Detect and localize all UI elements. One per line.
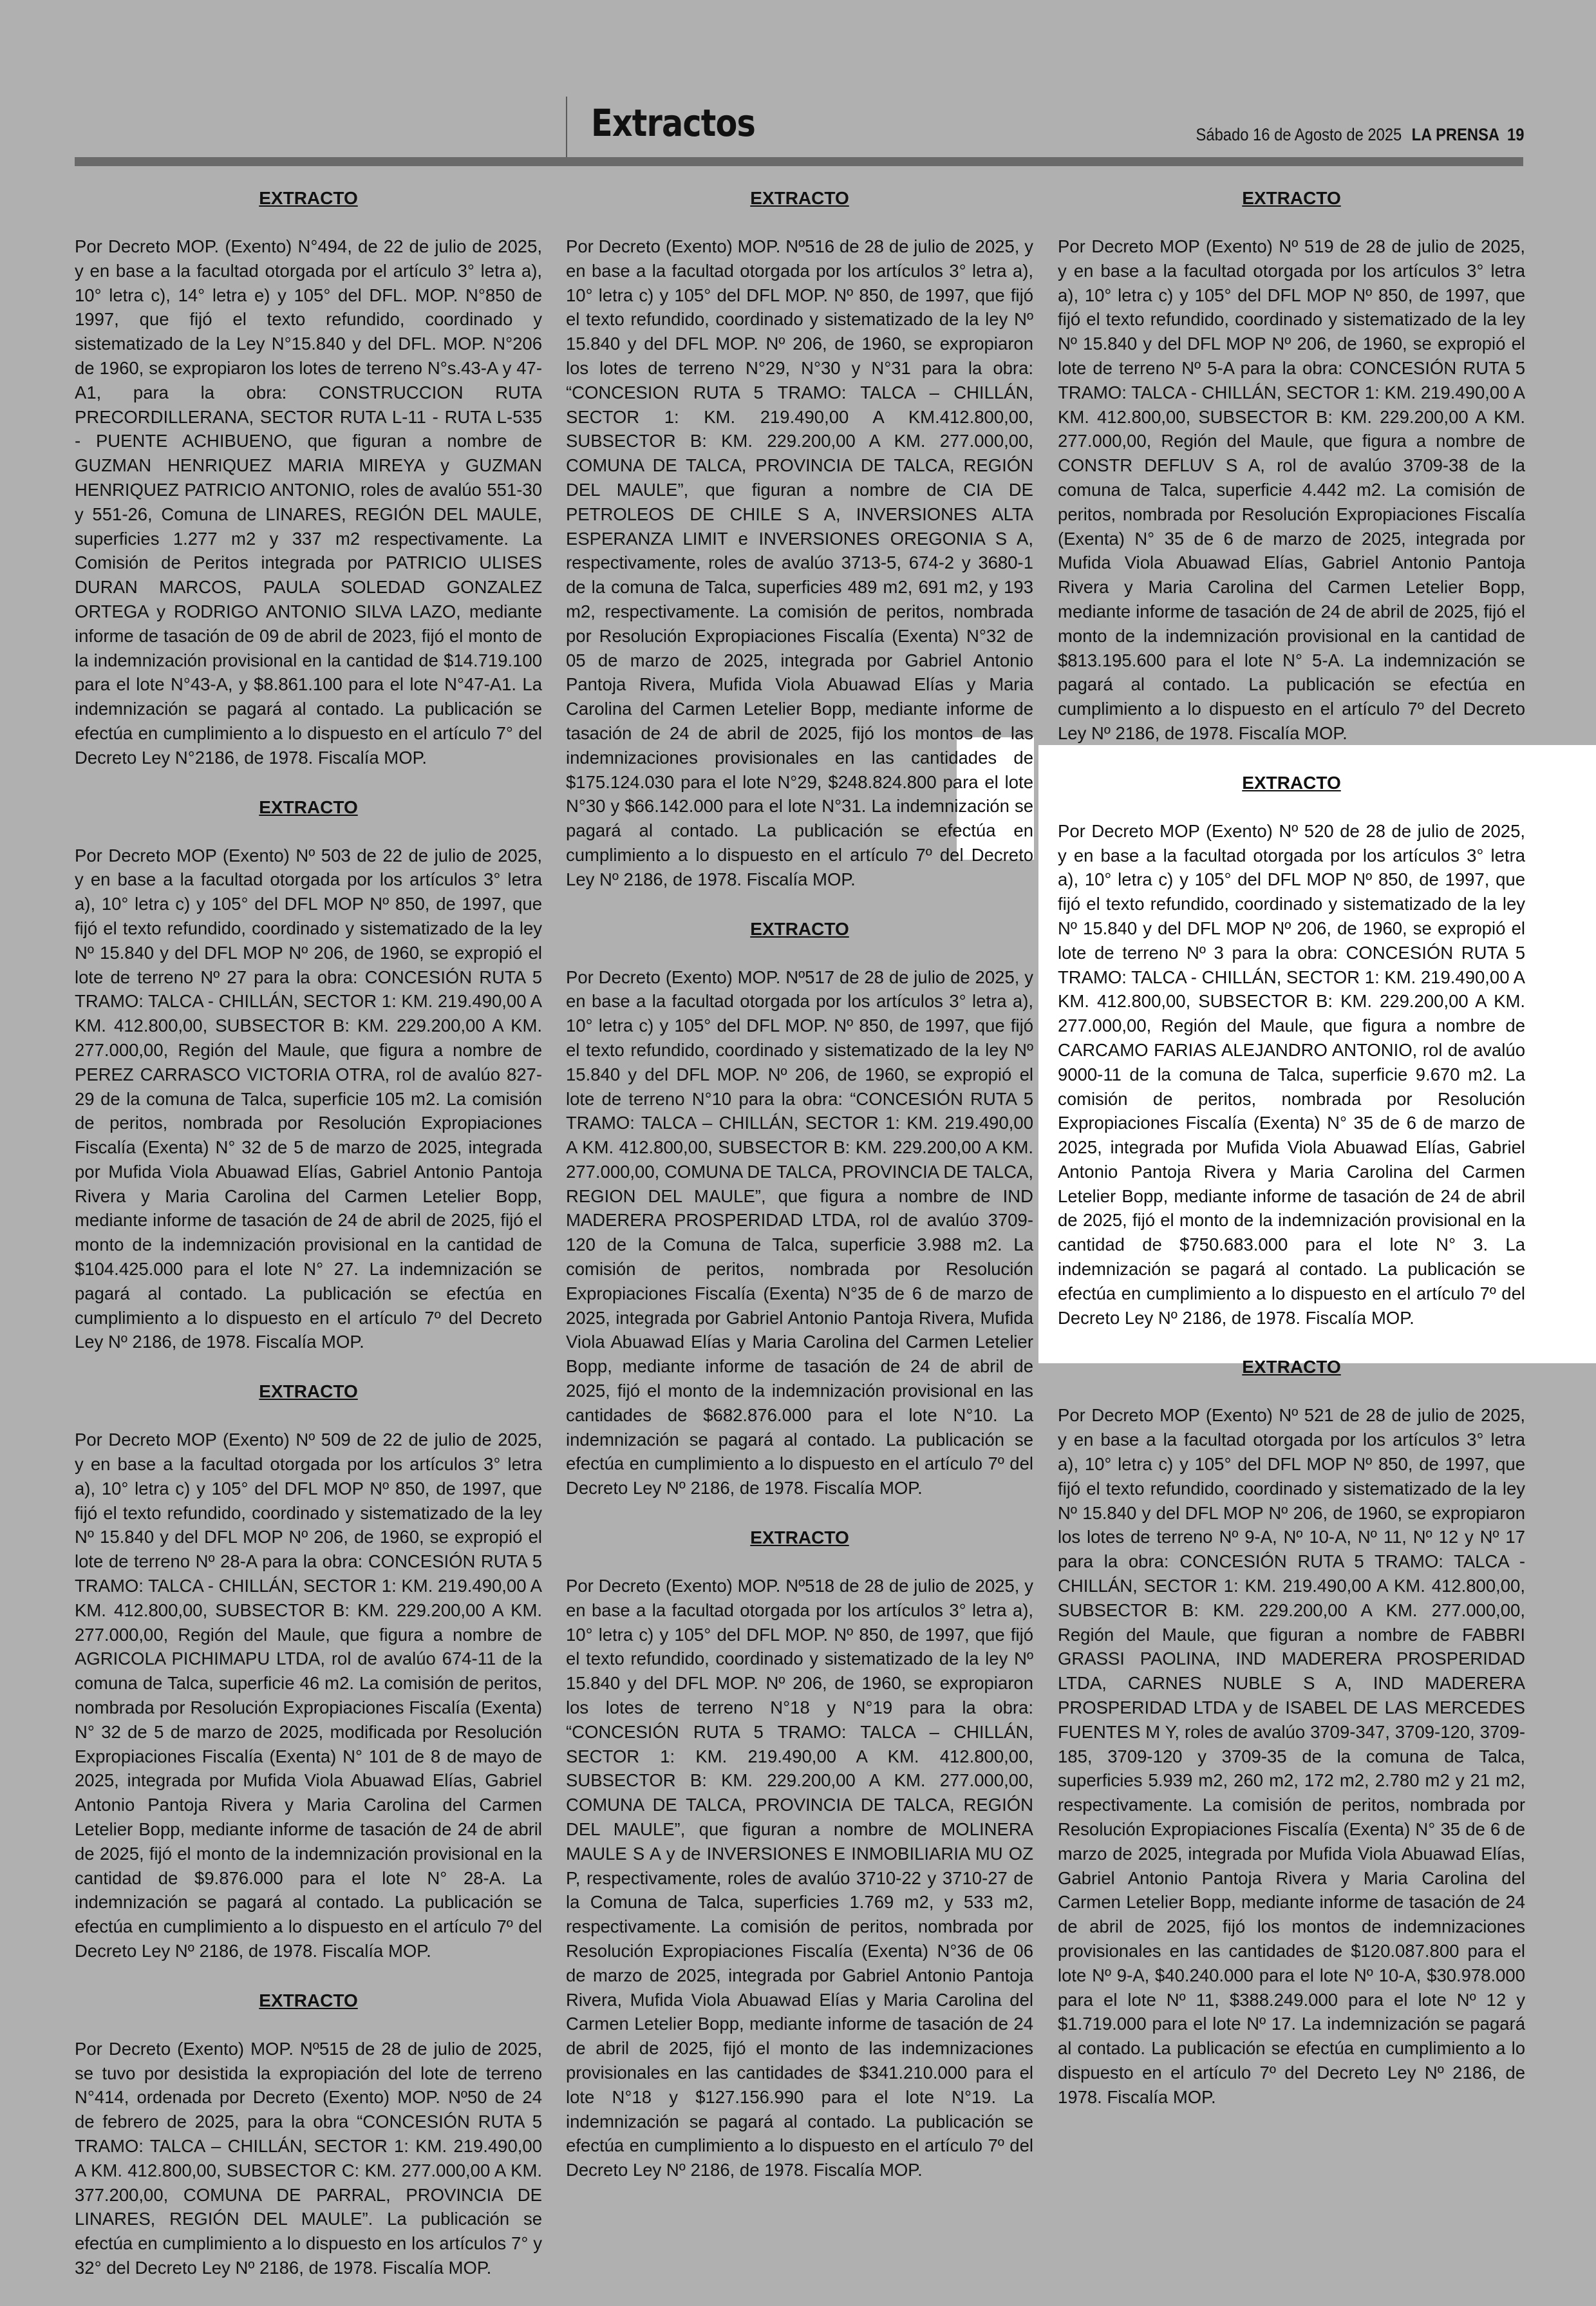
notice-519 [1058, 187, 1525, 746]
notice-517 [566, 918, 1033, 1501]
notice-body: Por Decreto (Exento) MOP. Nº518 de 28 de julio de 2025, y en base a la facultad otorgada por los artículos 3° letra a), 10° letra c) y 105° del DFL MOP. Nº 850, de 1997, que fijó el texto refundido, coordinado y sistematizado de la ley Nº 15.840 y del DFL MOP. Nº 206, de 1960, se expropiaron los lotes de terreno N°18 y N°19 para la obra: “CONCESIÓN RUTA 5 TRAMO: TALCA – CHILLÁN, SECTOR 1: KM. 219.490,00 A KM. 412.800,00, SUBSECTOR B: KM. 229.200,00 A KM. 277.000,00, COMUNA DE TALCA, PROVINCIA DE TALCA, REGIÓN DEL MAULE”, que figuran a nombre de MOLINERA MAULE S A y de INVERSIONES E INMOBILIARIA MU OZ P, respectivamente, roles de avalúo 3710-22 y 3710-27 de la Comuna de Talca, superficies 1.769 m2, y 533 m2, respectivamente. La comisión de peritos, nombrada por Resolución Expropiaciones Fiscalía (Exenta) N°36 de 06 de marzo de 2025, integrada por Gabriel Antonio Pantoja Rivera, Mufida Viola Abuawad Elías y Maria Carolina del Carmen Letelier Bopp, mediante informe de tasación de 24 de abril de 2025, fijó el monto de las indemnizaciones provisionales en las cantidades de $341.210.000 para el lote N°18 y $127.156.990 para el lote N°19. La indemnización se pagará al contado. La publicación se efectúa en cumplimiento a lo dispuesto en el artículo 7º del Decreto Ley Nº 2186, de 1978. Fiscalía MOP. [566, 1576, 1033, 2180]
notice-body: Por Decreto MOP (Exento) Nº 521 de 28 de julio de 2025, y en base a la facultad otorgada por los artículos 3° letra a), 10° letra c) y 105° del DFL MOP Nº 850, de 1997, que fijó el texto refundido, coordinado y sistematizado de la ley Nº 15.840 y del DFL MOP Nº 206, de 1960, se expropiaron los lotes de terreno Nº 9-A, Nº 10-A, Nº 11, Nº 12 y Nº 17 para la obra: CONCESIÓN RUTA 5 TRAMO: TALCA - CHILLÁN, SECTOR 1: KM. 219.490,00 A KM. 412.800,00, SUBSECTOR B: KM. 229.200,00 A KM. 277.000,00, Región del Maule, que figuran a nombre de FABBRI GRASSI PAOLINA, IND MADERERA PROSPERIDAD LTDA, CARNES NUBLE S A, IND MADERERA PROSPERIDAD LTDA y de ISABEL DE LAS MERCEDES FUENTES M Y, roles de avalúo 3709-347, 3709-120, 3709-185, 3709-120 y 3709-35 de la comuna de Talca, superficies 5.939 m2, 260 m2, 172 m2, 2.780 m2 y 21 m2, respectivamente. La comisión de peritos, nombrada por Resolución Expropiaciones Fiscalía (Exenta) N° 35 de 6 de marzo de 2025, integrada por Mufida Viola Abuawad Elías, Gabriel Antonio Pantoja Rivera y Maria Carolina del Carmen Letelier Bopp, mediante informe de tasación de 24 de abril de 2025, fijó los montos de indemnizaciones provisionales en las cantidades de $120.087.800 para el lote Nº 9-A, $40.240.000 para el lote Nº 10-A, $30.978.000 para el lote Nº 11, $388.249.000 para el lote Nº 12 y $1.719.000 para el lote Nº 17. La indemnización se pagará al contado. La publicación se efectúa en cumplimiento a lo dispuesto en el artículo 7º del Decreto Ley Nº 2186, de 1978. Fiscalía MOP. [1058, 1405, 1525, 2107]
notice-body: Por Decreto MOP (Exento) Nº 509 de 22 de julio de 2025, y en base a la facultad otorgada por los artículos 3° letra a), 10° letra c) y 105° del DFL MOP Nº 850, de 1997, que fijó el texto refundido, coordinado y sistematizado de la ley Nº 15.840 y del DFL MOP Nº 206, de 1960, se expropió el lote de terreno Nº 28-A para la obra: CONCESIÓN RUTA 5 TRAMO: TALCA - CHILLÁN, SECTOR 1: KM. 219.490,00 A KM. 412.800,00, SUBSECTOR B: KM. 229.200,00 A KM. 277.000,00, Región del Maule, que figura a nombre de AGRICOLA PICHIMAPU LTDA, rol de avalúo 674-11 de la comuna de Talca, superficie 46 m2. La comisión de peritos, nombrada por Resolución Expropiaciones Fiscalía (Exenta) N° 32 de 5 de marzo de 2025, modificada por Resolución Expropiaciones Fiscalía (Exenta) N° 101 de 8 de mayo de 2025, integrada por Mufida Viola Abuawad Elías, Gabriel Antonio Pantoja Rivera y Maria Carolina del Carmen Letelier Bopp, mediante informe de tasación de 24 de abril de 2025, fijó el monto de la indemnización provisional en la cantidad de $9.876.000 para el lote N° 28-A. La indemnización se pagará al contado. La publicación se efectúa en cumplimiento a lo dispuesto en el artículo 7º del Decreto Ley Nº 2186, de 1978. Fiscalía MOP. [75, 1430, 542, 1961]
notice-heading: EXTRACTO [259, 188, 358, 208]
issue-info [1196, 126, 1524, 144]
column-3 [1058, 182, 1525, 2135]
notice-heading: EXTRACTO [1242, 188, 1341, 208]
notice-509 [75, 1380, 542, 1963]
notice-503 [75, 796, 542, 1355]
issue-date: Sábado 16 de Agosto de 2025 [1196, 125, 1402, 144]
notice-heading: EXTRACTO [259, 797, 358, 817]
page-number: 19 [1507, 125, 1524, 144]
newspaper-name: LA PRENSA [1411, 125, 1499, 144]
header-rule [75, 157, 1523, 166]
notice-body: Por Decreto MOP (Exento) Nº 519 de 28 de julio de 2025, y en base a la facultad otorgada por los artículos 3° letra a), 10° letra c) y 105° del DFL MOP Nº 850, de 1997, que fijó el texto refundido, coordinado y sistematizado de la ley Nº 15.840 y del DFL MOP Nº 206, de 1960, se expropió el lote de terreno Nº 5-A para la obra: CONCESIÓN RUTA 5 TRAMO: TALCA - CHILLÁN, SECTOR 1: KM. 219.490,00 A KM. 412.800,00, SUBSECTOR B: KM. 229.200,00 A KM. 277.000,00, Región del Maule, que figura a nombre de CONSTR DEFLUV S A, rol de avalúo 3709-38 de la comuna de Talca, superficie 4.442 m2. La comisión de peritos, nombrada por Resolución Expropiaciones Fiscalía (Exenta) N° 35 de 6 de marzo de 2025, integrada por Mufida Viola Abuawad Elías, Gabriel Antonio Pantoja Rivera y Maria Carolina del Carmen Letelier Bopp, mediante informe de tasación de 24 de abril de 2025, fijó el monto de la indemnización provisional en la cantidad de $813.195.600 para el lote N° 5-A. La indemnización se pagará al contado. La publicación se efectúa en cumplimiento a lo dispuesto en el artículo 7º del Decreto Ley Nº 2186, de 1978. Fiscalía MOP. [1058, 236, 1525, 743]
notice-body: Por Decreto MOP (Exento) Nº 520 de 28 de julio de 2025, y en base a la facultad otorgada por los artículos 3° letra a), 10° letra c) y 105° del DFL MOP Nº 850, de 1997, que fijó el texto refundido, coordinado y sistematizado de la ley Nº 15.840 y del DFL MOP Nº 206, de 1960, se expropió el lote de terreno Nº 3 para la obra: CONCESIÓN RUTA 5 TRAMO: TALCA - CHILLÁN, SECTOR 1: KM. 219.490,00 A KM. 412.800,00, SUBSECTOR B: KM. 229.200,00 A KM. 277.000,00, Región del Maule, que figura a nombre de CARCAMO FARIAS ALEJANDRO ANTONIO, rol de avalúo 9000-11 de la comuna de Talca, superficie 9.670 m2. La comisión de peritos, nombrada por Resolución Expropiaciones Fiscalía (Exenta) N° 35 de 6 de marzo de 2025, integrada por Mufida Viola Abuawad Elías, Gabriel Antonio Pantoja Rivera y Maria Carolina del Carmen Letelier Bopp, mediante informe de tasación de 24 de abril de 2025, fijó el monto de la indemnización provisional en la cantidad de $750.683.000 para el lote N° 3. La indemnización se pagará al contado. La publicación se efectúa en cumplimiento a lo dispuesto en el artículo 7º del Decreto Ley Nº 2186, de 1978. Fiscalía MOP. [1058, 820, 1525, 1328]
notice-521 [1058, 1356, 1525, 2109]
notice-heading: EXTRACTO [1242, 772, 1341, 793]
notice-heading: EXTRACTO [750, 918, 849, 939]
notice-body: Por Decreto (Exento) MOP. Nº515 de 28 de julio de 2025, se tuvo por desistida la expropiación del lote de terreno N°414, ordenada por Decreto (Exento) MOP. Nº50 de 24 de febrero de 2025, para la obra “CONCESIÓN RUTA 5 TRAMO: TALCA – CHILLÁN, SECTOR 1: KM. 219.490,00 A KM. 412.800,00, SUBSECTOR C: KM. 277.000,00 A KM. 377.200,00, COMUNA DE PARRAL, PROVINCIA DE LINARES, REGIÓN DEL MAULE”. La publicación se efectúa en cumplimiento a lo dispuesto en los artículos 7° y 32° del Decreto Ley Nº 2186, de 1978. Fiscalía MOP. [75, 2038, 542, 2278]
notice-516 [566, 187, 1033, 892]
notice-heading: EXTRACTO [750, 188, 849, 208]
notice-494 [75, 187, 542, 770]
column-1 [75, 182, 542, 2306]
notice-body: Por Decreto MOP. (Exento) N°494, de 22 de julio de 2025, y en base a la facultad otorgada por el artículo 3° letra a), 10° letra c), 14° letra e) y 105° del DFL. MOP. N°850 de 1997, que fijó el texto refundido, coordinado y sistematizado de la Ley N°15.840 y del DFL. MOP. N°206 de 1960, se expropiaron los lotes de terreno N°s.43-A y 47-A1, para la obra: CONSTRUCCION RUTA PRECORDILLERANA, SECTOR RUTA L-11 - RUTA L-535 - PUENTE ACHIBUENO, que figuran a nombre de GUZMAN HENRIQUEZ MARIA MIREYA y GUZMAN HENRIQUEZ PATRICIO ANTONIO, roles de avalúo 551-30 y 551-26, Comuna de LINARES, REGIÓN DEL MAULE, superficies 1.277 m2 y 337 m2 respectivamente. La Comisión de Peritos integrada por PATRICIO ULISES DURAN MARCOS, PAULA SOLEDAD GONZALEZ ORTEGA y RODRIGO ANTONIO SILVA LAZO, mediante informe de tasación de 09 de abril de 2023, fijó el monto de la indemnización provisional en la cantidad de $14.719.100 para el lote N°43-A, y $8.861.100 para el lote N°47-A1. La indemnización se pagará al contado. La publicación se efectúa en cumplimiento a lo dispuesto en el artículo 7° del Decreto Ley N°2186, de 1978. Fiscalía MOP. [75, 236, 542, 768]
notice-heading: EXTRACTO [750, 1527, 849, 1548]
notice-body: Por Decreto (Exento) MOP. Nº517 de 28 de julio de 2025, y en base a la facultad otorgada por los artículos 3° letra a), 10° letra c) y 105° del DFL MOP. Nº 850, de 1997, que fijó el texto refundido, coordinado y sistematizado de la ley Nº 15.840 y del DFL MOP. Nº 206, de 1960, se expropió el lote de terreno N°10 para la obra: “CONCESIÓN RUTA 5 TRAMO: TALCA – CHILLÁN, SECTOR 1: KM. 219.490,00 A KM. 412.800,00, SUBSECTOR B: KM. 229.200,00 A KM. 277.000,00, COMUNA DE TALCA, PROVINCIA DE TALCA, REGION DEL MAULE”, que figura a nombre de IND MADERERA PROSPERIDAD LTDA, rol de avalúo 3709-120 de la Comuna de Talca, superficie 3.988 m2. La comisión de peritos, nombrada por Resolución Expropiaciones Fiscalía (Exenta) N°35 de 6 de marzo de 2025, integrada por Gabriel Antonio Pantoja Rivera, Mufida Viola Abuawad Elías y Maria Carolina del Carmen Letelier Bopp, mediante informe de tasación de 24 de abril de 2025, fijó el monto de la indemnización provisional en las cantidades de $682.876.000 para el lote N°10. La indemnización se pagará al contado. La publicación se efectúa en cumplimiento a lo dispuesto en el artículo 7º del Decreto Ley Nº 2186, de 1978. Fiscalía MOP. [566, 967, 1033, 1498]
column-2 [566, 182, 1033, 2208]
notice-520 [1058, 771, 1525, 1330]
header-divider [566, 97, 567, 161]
page-header [0, 0, 1596, 167]
notice-515 [75, 1989, 542, 2280]
section-title: Extractos [591, 101, 755, 145]
notice-heading: EXTRACTO [1242, 1357, 1341, 1377]
notice-518 [566, 1526, 1033, 2182]
notice-body: Por Decreto MOP (Exento) Nº 503 de 22 de julio de 2025, y en base a la facultad otorgada por los artículos 3° letra a), 10° letra c) y 105° del DFL MOP Nº 850, de 1997, que fijó el texto refundido, coordinado y sistematizado de la ley Nº 15.840 y del DFL MOP Nº 206, de 1960, se expropió el lote de terreno Nº 27 para la obra: CONCESIÓN RUTA 5 TRAMO: TALCA - CHILLÁN, SECTOR 1: KM. 219.490,00 A KM. 412.800,00, SUBSECTOR B: KM. 229.200,00 A KM. 277.000,00, Región del Maule, que figura a nombre de PEREZ CARRASCO VICTORIA OTRA, rol de avalúo 827-29 de la comuna de Talca, superficie 105 m2. La comisión de peritos, nombrada por Resolución Expropiaciones Fiscalía (Exenta) N° 32 de 5 de marzo de 2025, integrada por Mufida Viola Abuawad Elías, Gabriel Antonio Pantoja Rivera y Maria Carolina del Carmen Letelier Bopp, mediante informe de tasación de 24 de abril de 2025, fijó el monto de la indemnización provisional en la cantidad de $104.425.000 para el lote N° 27. La indemnización se pagará al contado. La publicación se efectúa en cumplimiento a lo dispuesto en el artículo 7º del Decreto Ley Nº 2186, de 1978. Fiscalía MOP. [75, 845, 542, 1352]
notice-heading: EXTRACTO [259, 1990, 358, 2010]
notice-body: Por Decreto (Exento) MOP. Nº516 de 28 de julio de 2025, y en base a la facultad otorgada por los artículos 3° letra a), 10° letra c) y 105° del DFL MOP. Nº 850, de 1997, que fijó el texto refundido, coordinado y sistematizado de la ley Nº 15.840 y del DFL MOP. Nº 206, de 1960, se expropiaron los lotes de terreno N°29, N°30 y N°31 para la obra: “CONCESION RUTA 5 TRAMO: TALCA – CHILLÁN, SECTOR 1: KM. 219.490,00 A KM.412.800,00, SUBSECTOR B: KM. 229.200,00 A KM. 277.000,00, COMUNA DE TALCA, PROVINCIA DE TALCA, REGIÓN DEL MAULE”, que figuran a nombre de CIA DE PETROLEOS DE CHILE S A, INVERSIONES ALTA ESPERANZA LIMIT e INVERSIONES OREGONIA S A, respectivamente, roles de avalúo 3713-5, 674-2 y 3680-1 de la comuna de Talca, superficies 489 m2, 691 m2, y 193 m2, respectivamente. La comisión de peritos, nombrada por Resolución Expropiaciones Fiscalía (Exenta) N°32 de 05 de marzo de 2025, integrada por Gabriel Antonio Pantoja Rivera, Mufida Viola Abuawad Elías y Maria Carolina del Carmen Letelier Bopp, mediante informe de tasación de 24 de abril de 2025, fijó los montos de las indemnizaciones provisionales en las cantidades de $175.124.030 para el lote N°29, $248.824.800 para el lote N°30 y $66.142.000 para el lote N°31. La indemnización se pagará al contado. La publicación se efectúa en cumplimiento a lo dispuesto en el artículo 7º del Decreto Ley Nº 2186, de 1978. Fiscalía MOP. [566, 236, 1033, 889]
notice-heading: EXTRACTO [259, 1381, 358, 1402]
